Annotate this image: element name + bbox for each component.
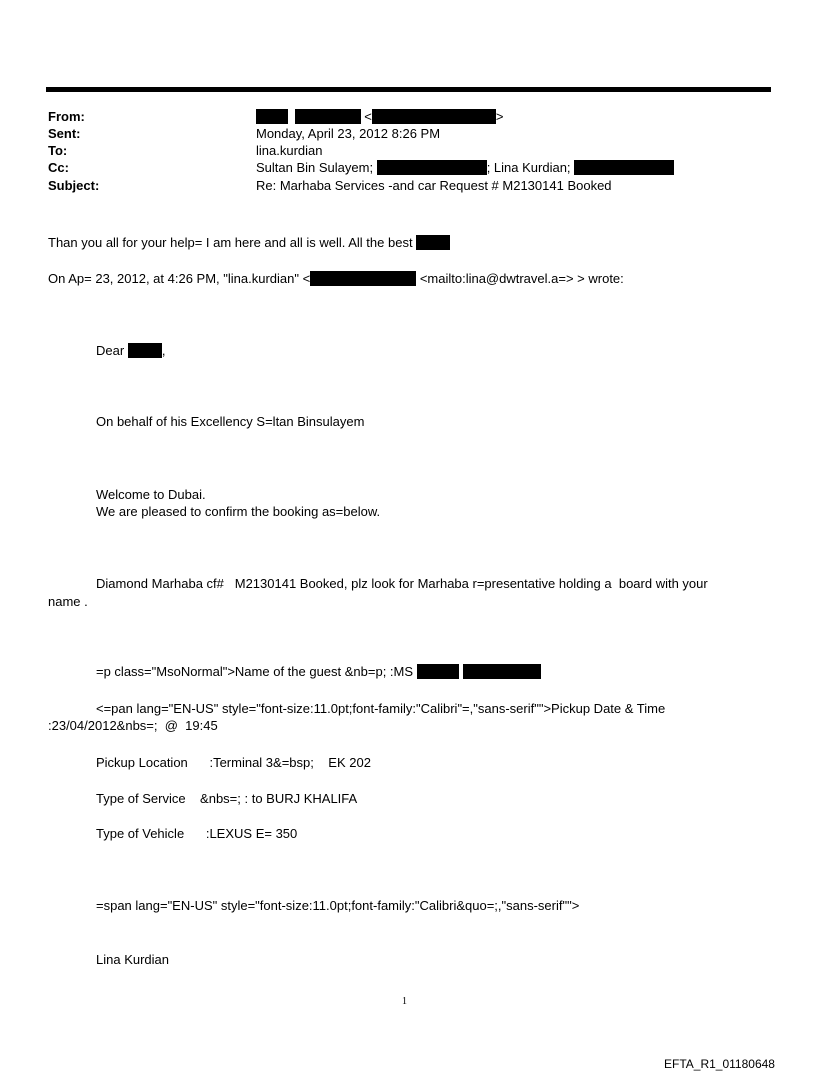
sent-label: Sent:: [48, 126, 81, 141]
redaction-box: [417, 664, 459, 679]
document-id: EFTA_R1_01180648: [664, 1057, 775, 1071]
page-number: 1: [402, 996, 407, 1007]
redaction-box: [377, 160, 487, 175]
guest-line: [96, 663, 541, 680]
redaction-box: [256, 109, 288, 124]
redaction-box: [310, 271, 416, 286]
redaction-box: [128, 343, 162, 358]
to-value: lina.kurdian: [256, 143, 323, 158]
redaction-box: [463, 664, 541, 679]
header-rule: [46, 87, 771, 92]
diamond-line-cont: name .: [48, 594, 88, 609]
span-line: =span lang="EN-US" style="font-size:11.0pt;font-family:"Calibri&quo=;,"sans-serif"">: [96, 898, 580, 913]
redaction-box: [372, 109, 496, 124]
signature: Lina Kurdian: [96, 952, 169, 967]
from-label: From:: [48, 109, 85, 124]
pickup-line: <=pan lang="EN-US" style="font-size:11.0pt;font-family:"Calibri"=,"sans-serif"">Pickup Date & Time: [96, 701, 666, 716]
subject-label: Subject:: [48, 178, 100, 193]
confirm-line: We are pleased to confirm the booking as=below.: [96, 504, 381, 519]
location-line: Pickup Location :Terminal 3&=bsp; EK 202: [96, 755, 371, 770]
vehicle-line: Type of Vehicle :LEXUS E= 350: [96, 826, 298, 841]
cc-label: Cc:: [48, 160, 69, 175]
from-lt: <: [364, 109, 372, 124]
reply-line: [48, 234, 450, 251]
quote-header: [48, 270, 624, 287]
quote-post: <mailto:lina@dwtravel.a=> > wrote:: [419, 271, 624, 286]
quote-pre: On Ap= 23, 2012, at 4:26 PM, "lina.kurdian" <: [48, 271, 311, 286]
welcome-line: Welcome to Dubai.: [96, 487, 206, 502]
cc-value: [256, 159, 674, 176]
diamond-line: Diamond Marhaba cf# M2130141 Booked, plz look for Marhaba r=presentative holding a board with your: [96, 576, 708, 591]
pickup-line-cont: :23/04/2012&nbs=; @ 19:45: [48, 718, 218, 733]
service-line: Type of Service &nbs=; : to BURJ KHALIFA: [96, 791, 358, 806]
redaction-box: [416, 235, 450, 250]
redaction-box: [295, 109, 361, 124]
reply-text: Than you all for your help= I am here and all is well. All the best: [48, 235, 413, 250]
cc-part1: Sultan Bin Sulayem;: [256, 160, 374, 175]
sent-value: Monday, April 23, 2012 8:26 PM: [256, 126, 441, 141]
subject-value: Re: Marhaba Services -and car Request # M2130141 Booked: [256, 178, 612, 193]
from-value: [256, 108, 503, 125]
greeting: [96, 342, 165, 359]
guest-text: =p class="MsoNormal">Name of the guest &nb=p; :MS: [96, 664, 414, 679]
behalf-line: On behalf of his Excellency S=ltan Binsulayem: [96, 414, 365, 429]
dear-text: Dear: [96, 343, 125, 358]
to-label: To:: [48, 143, 68, 158]
redaction-box: [574, 160, 674, 175]
cc-part2: ; Lina Kurdian;: [486, 160, 571, 175]
from-gt: >: [495, 109, 504, 124]
dear-comma: ,: [161, 343, 166, 358]
